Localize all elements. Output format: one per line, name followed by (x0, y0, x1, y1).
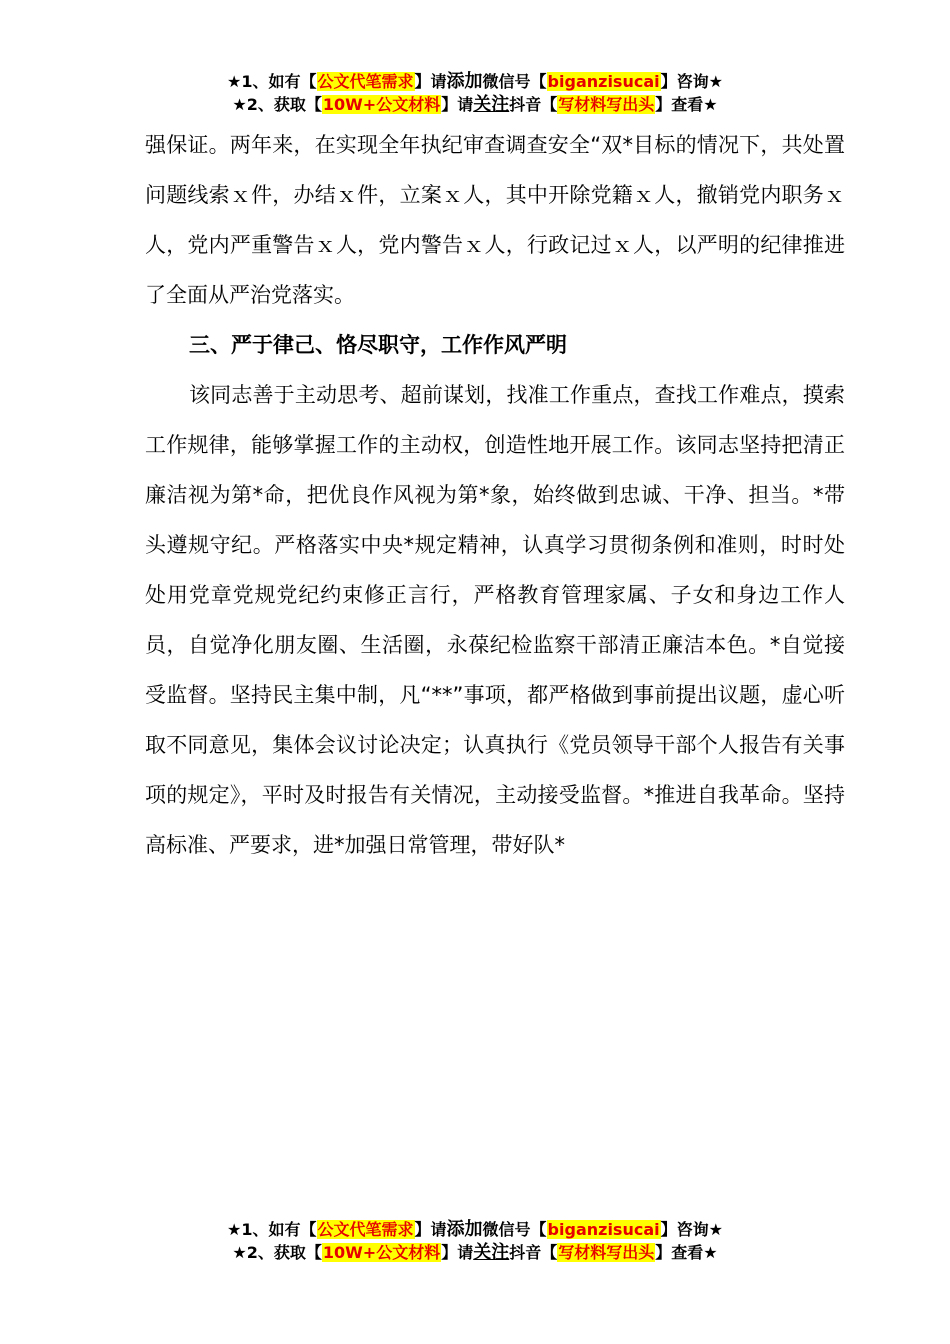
footer-line1-mid1: 】请 (414, 1220, 447, 1239)
footer-highlight-douyin: 写材料写出头 (558, 1243, 655, 1262)
footer-line1-suffix: 】咨询★ (660, 1220, 723, 1239)
footer-line2-prefix: ★2、获取【 (232, 1243, 322, 1262)
footer-emphasis-add: 添加 (446, 1219, 483, 1240)
banner-line1-suffix: 】咨询★ (660, 72, 723, 91)
banner-emphasis-follow: 关注 (473, 94, 510, 115)
footer-banner-line-1 (0, 1218, 950, 1241)
footer-banner (0, 1218, 950, 1264)
footer-line2-mid2: 抖音【 (509, 1243, 558, 1262)
footer-highlight-wechat-id: biganzisucai (547, 1220, 660, 1239)
banner-highlight-douyin: 写材料写出头 (558, 95, 655, 114)
banner-line1-prefix: ★1、如有【 (227, 72, 317, 91)
banner-line-1 (0, 70, 950, 93)
banner-line2-mid1: 】请 (441, 95, 474, 114)
banner-line2-suffix: 】查看★ (655, 95, 718, 114)
banner-highlight-materials: 10W+公文材料 (322, 95, 441, 114)
footer-highlight-service: 公文代笔需求 (317, 1220, 414, 1239)
footer-line2-suffix: 】查看★ (655, 1243, 718, 1262)
footer-line1-mid2: 微信号【 (482, 1220, 547, 1239)
banner-line-2 (0, 93, 950, 116)
banner-line2-prefix: ★2、获取【 (232, 95, 322, 114)
footer-emphasis-follow: 关注 (473, 1242, 510, 1263)
document-body (145, 120, 845, 870)
section-heading-three: 三、严于律己、恪尽职守，工作作风严明 (189, 333, 567, 357)
header-banner (0, 70, 950, 116)
footer-highlight-materials: 10W+公文材料 (322, 1243, 441, 1262)
paragraph-discipline-results: 强保证。两年来，在实现全年执纪审查调查安全“双*目标的情况下，共处置问题线索ｘ件，办结ｘ件，立案ｘ人，其中开除党籍ｘ人，撤销党内职务ｘ人，党内严重警告ｘ人，党内警告ｘ人，行政记过ｘ人，以严明的纪律推进了全面从严治党落实。 (145, 133, 845, 307)
footer-line2-mid1: 】请 (441, 1243, 474, 1262)
banner-highlight-service: 公文代笔需求 (317, 72, 414, 91)
banner-line2-mid2: 抖音【 (509, 95, 558, 114)
banner-line1-mid1: 】请 (414, 72, 447, 91)
footer-banner-line-2 (0, 1241, 950, 1264)
footer-line1-prefix: ★1、如有【 (227, 1220, 317, 1239)
banner-line1-mid2: 微信号【 (482, 72, 547, 91)
banner-emphasis-add: 添加 (446, 71, 483, 92)
paragraph-work-style: 该同志善于主动思考、超前谋划，找准工作重点，查找工作难点，摸索工作规律，能够掌握工作的主动权，创造性地开展工作。该同志坚持把清正廉洁视为第*命，把优良作风视为第*象，始终做到忠诚、干净、担当。*带头遵规守纪。严格落实中央*规定精神，认真学习贯彻条例和准则，时时处处用党章党规党纪约束修正言行，严格教育管理家属、子女和身边工作人员，自觉净化朋友圈、生活圈，永葆纪检监察干部清正廉洁本色。*自觉接受监督。坚持民主集中制，凡“**”事项，都严格做到事前提出议题，虚心听取不同意见，集体会议讨论决定；认真执行《党员领导干部个人报告有关事项的规定》，平时及时报告有关情况，主动接受监督。*推进自我革命。坚持高标准、严要求，进*加强日常管理，带好队* (145, 383, 845, 857)
banner-highlight-wechat-id: biganzisucai (547, 72, 660, 91)
